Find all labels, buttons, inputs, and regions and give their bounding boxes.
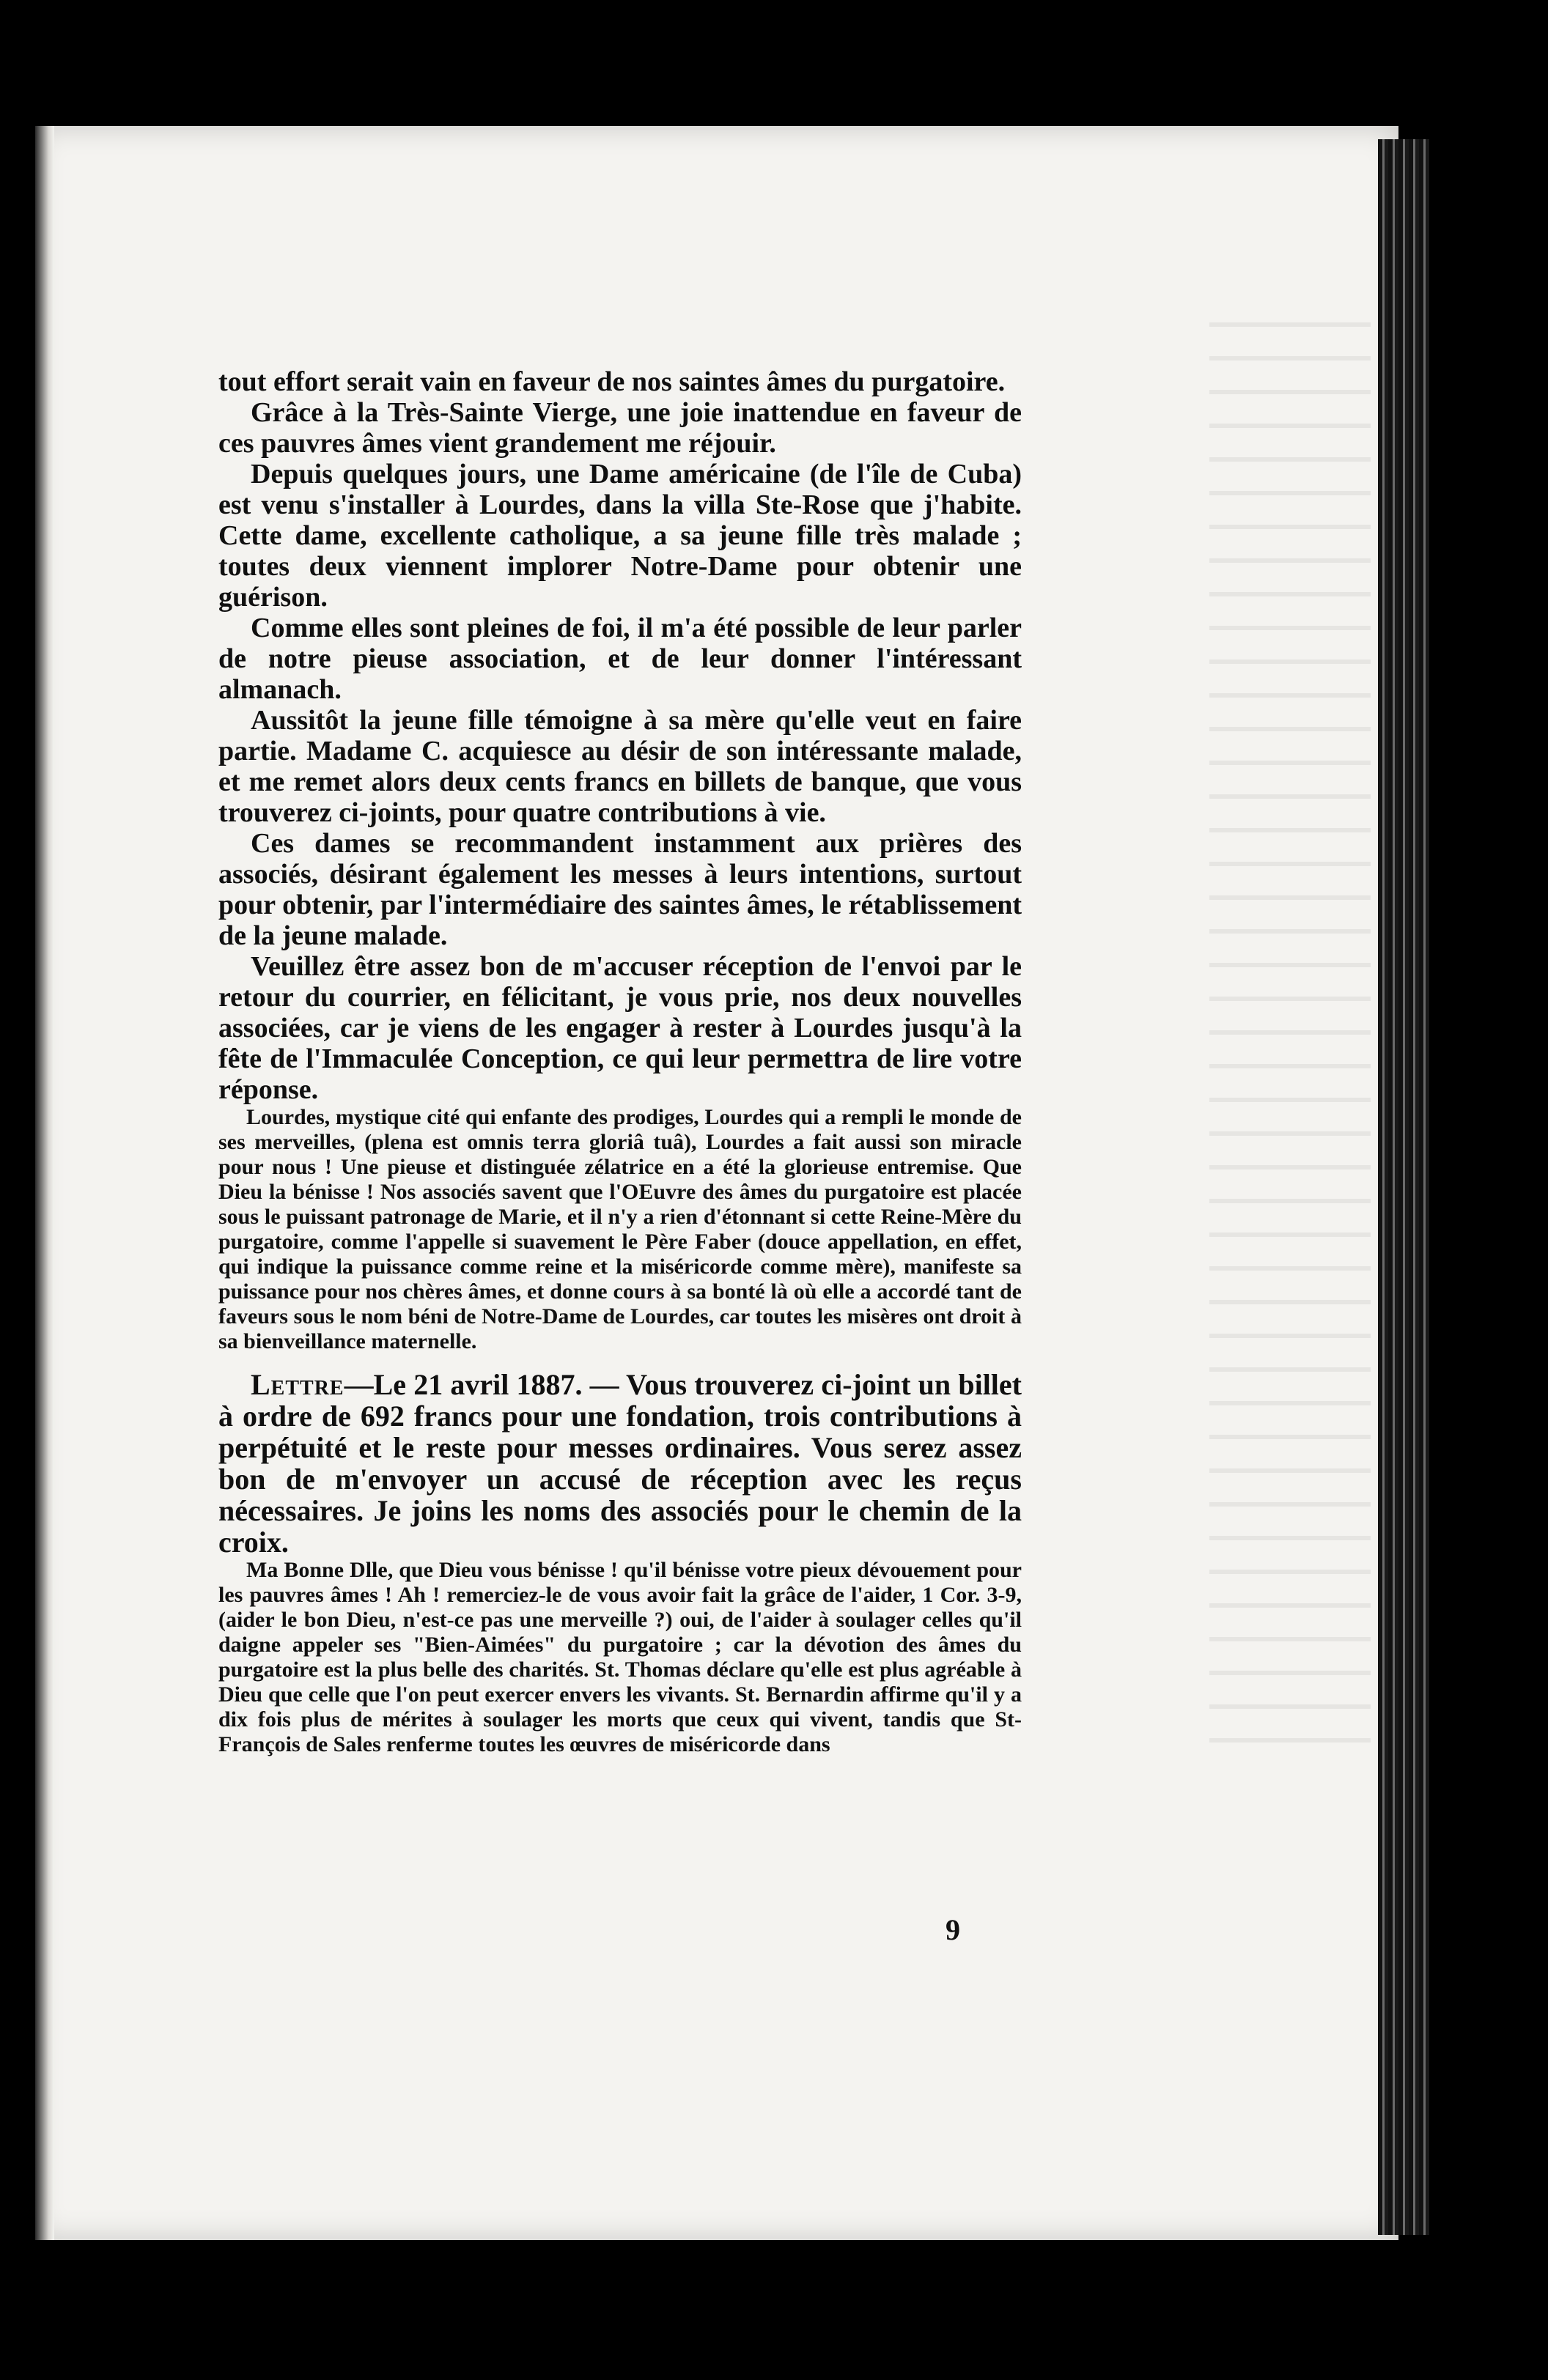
paragraph: Depuis quelques jours, une Dame américaine (de l'île de Cuba) est venu s'installer à Lourdes, dans la villa Ste-Rose que j'habite. Cette dame, excellente catholique, a sa jeune fille très malade ; toutes deux viennent implorer Notre-Dame pour obtenir une guérison. [218, 459, 1022, 613]
editor-reply: Ma Bonne Dlle, que Dieu vous bénisse ! qu'il bénisse votre pieux dévouement pour les pauvres âmes ! Ah ! remerciez-le de vous avoir fait la grâce de l'aider, 1 Cor. 3-9, (aider le bon Dieu, n'est-ce pas une merveille ?) oui, de l'aider à soulager celles qu'il daigne appeler ses "Bien-Aimées" du purgatoire ; car la dévotion des âmes du purgatoire est la plus belle des charités. St. Thomas déclare qu'elle est plus agréable à Dieu que celle que l'on peut exercer envers les vivants. St. Bernardin affirme qu'il y a dix fois plus de mérites à soulager les morts que ceux qui vivent, tandis que St-François de Sales renferme toutes les œuvres de miséricorde dans [218, 1558, 1022, 1756]
page-stack-edge [1378, 139, 1429, 2235]
paragraph: Aussitôt la jeune fille témoigne à sa mère qu'elle veut en faire partie. Madame C. acquiesce au désir de son intéressante malade, et me remet alors deux cents francs en billets de banque, que vous trouverez ci-joints, pour quatre contributions à vie. [218, 705, 1022, 828]
page-number: 9 [946, 1913, 960, 1946]
letter-heading: Lettre [251, 1368, 344, 1401]
letter-paragraph [218, 1369, 1022, 1558]
bleed-through [1209, 293, 1371, 1759]
paragraph: Ces dames se recommandent instamment aux prières des associés, désirant également les messes à leurs intentions, surtout pour obtenir, par l'intermédiaire des saintes âmes, le rétablissement de la jeune malade. [218, 828, 1022, 951]
paragraph: Veuillez être assez bon de m'accuser réception de l'envoi par le retour du courrier, en félicitant, je vous prie, nos deux nouvelles associées, car je viens de les engager à rester à Lourdes jusqu'à la fête de l'Immaculée Conception, ce qui leur permettra de lire votre réponse. [218, 951, 1022, 1105]
editor-note: Lourdes, mystique cité qui enfante des prodiges, Lourdes qui a rempli le monde de ses merveilles, (plena est omnis terra gloriâ tuâ), Lourdes a fait aussi son miracle pour nous ! Une pieuse et distinguée zélatrice en a été la glorieuse entremise. Que Dieu la bénisse ! Nos associés savent que l'OEuvre des âmes du purgatoire est placée sous le puissant patronage de Marie, et il n'y a rien d'étonnant si cette Reine-Mère du purgatoire, comme l'appelle si suavement le Père Faber (douce appellation, en effet, qui indique la puissance comme reine et la miséricorde comme mère), manifeste sa puissance pour nos chères âmes, et donne cours à sa bonté là où elle a accordé tant de faveurs sous le nom béni de Notre-Dame de Lourdes, car toutes les misères ont droit à sa bienveillance maternelle. [218, 1105, 1022, 1353]
page-gutter [35, 126, 54, 2240]
paragraph: Comme elles sont pleines de foi, il m'a été possible de leur parler de notre pieuse association, et de leur donner l'intéressant almanach. [218, 613, 1022, 705]
page-text [218, 366, 1022, 1757]
letter-text: —Le 21 avril 1887. — Vous trouverez ci-joint un billet à ordre de 692 francs pour une fondation, trois contributions à perpétuité et le reste pour messes ordinaires. Vous serez assez bon de m'envoyer un accusé de réception avec les reçus nécessaires. Je joins les noms des associés pour le chemin de la croix. [218, 1368, 1022, 1559]
paragraph: tout effort serait vain en faveur de nos saintes âmes du purgatoire. [218, 366, 1006, 397]
paragraph: Grâce à la Très-Sainte Vierge, une joie inattendue en faveur de ces pauvres âmes vient grandement me réjouir. [218, 397, 1022, 459]
